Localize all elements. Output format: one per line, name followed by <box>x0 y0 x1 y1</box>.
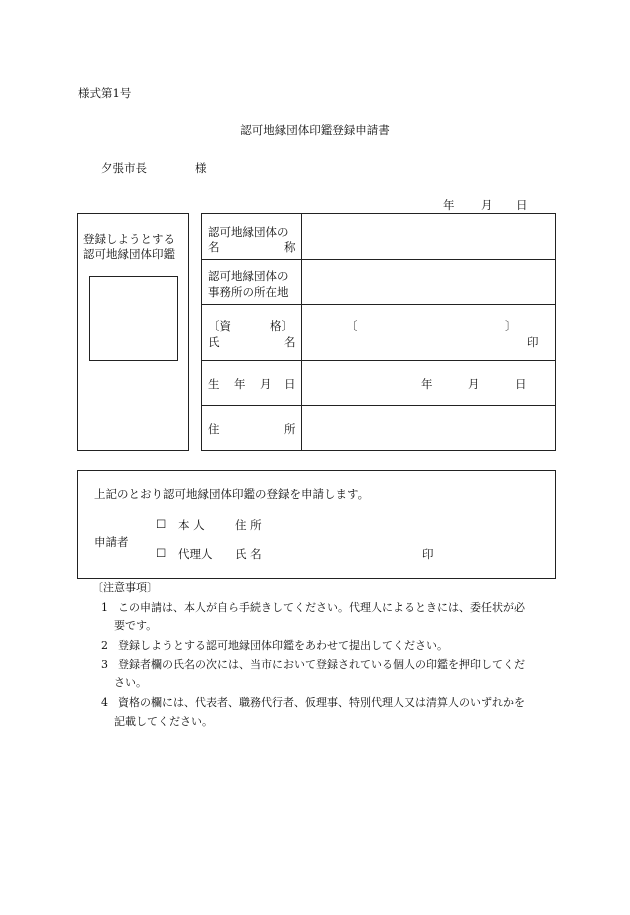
date-month-label: 月 <box>481 198 493 212</box>
birth-label-c3: 月 <box>260 377 272 391</box>
org-name-label-line1: 認可地縁団体の <box>208 225 289 239</box>
applicant-label: 申請者 <box>94 535 129 549</box>
applicant-address-field[interactable] <box>285 515 540 532</box>
note-number: 4 <box>101 696 108 709</box>
person-seal-mark: 印 <box>527 335 539 349</box>
notes-heading: 〔注意事項〕 <box>92 581 158 594</box>
qualification-bracket-close: 〕 <box>505 319 517 333</box>
org-name-label-b: 称 <box>284 240 296 254</box>
address-label-a: 住 <box>208 422 220 436</box>
table-row-divider <box>201 360 556 361</box>
table-row-divider <box>201 405 556 406</box>
birth-label-c2: 年 <box>234 377 246 391</box>
table-column-divider <box>301 213 302 451</box>
date-day-label: 日 <box>516 198 528 212</box>
birth-label-c4: 日 <box>284 377 296 391</box>
address-field[interactable] <box>303 408 553 449</box>
note-number: 3 <box>101 658 108 671</box>
seal-impression-area[interactable] <box>89 276 178 361</box>
table-row-divider <box>201 304 556 305</box>
table-row-divider <box>201 259 556 260</box>
agent-label: 代理人 <box>178 547 213 561</box>
office-label-line2: 事務所の所在地 <box>208 285 289 299</box>
date-year-label: 年 <box>443 198 455 212</box>
page-title: 認可地縁団体印鑑登録申請書 <box>240 123 390 137</box>
self-label: 本 人 <box>178 518 205 532</box>
checkbox-self-icon[interactable]: ☐ <box>156 517 167 531</box>
address-label-b: 所 <box>284 422 296 436</box>
birth-date-field[interactable] <box>303 363 553 403</box>
qualification-field[interactable] <box>360 316 500 332</box>
birth-label-c1: 生 <box>208 377 220 391</box>
addressee-suffix: 様 <box>195 161 207 175</box>
org-name-field[interactable] <box>303 216 553 257</box>
person-name-label-a: 氏 <box>208 335 220 349</box>
person-name-field[interactable] <box>303 334 518 352</box>
org-name-label-a: 名 <box>208 240 220 254</box>
checkbox-agent-icon[interactable]: ☐ <box>156 546 167 560</box>
note-text-continued: 要です。 <box>114 619 158 632</box>
seal-label-line1: 登録しようとする <box>83 232 175 246</box>
qualification-bracket-open: 〔 <box>346 319 358 333</box>
qualification-label-close: 格〕 <box>270 319 293 333</box>
office-address-field[interactable] <box>303 262 553 302</box>
birth-month-label: 月 <box>468 377 480 391</box>
applicant-seal-mark: 印 <box>422 547 434 561</box>
birth-year-label: 年 <box>421 377 433 391</box>
qualification-label-open: 〔資 <box>208 319 231 333</box>
person-name-label-b: 名 <box>284 335 296 349</box>
note-text: 登録者欄の氏名の次には、当市において登録されている個人の印鑑を押印してくだ <box>118 658 525 671</box>
note-text-continued: 記載してください。 <box>114 715 213 728</box>
office-label-line1: 認可地縁団体の <box>208 269 289 283</box>
note-text: 登録しようとする認可地縁団体印鑑をあわせて提出してください。 <box>118 639 448 652</box>
applicant-name-field[interactable] <box>285 544 415 561</box>
addressee-name: 夕張市長 <box>101 161 147 175</box>
birth-day-label: 日 <box>515 377 527 391</box>
note-number: 2 <box>101 639 108 652</box>
note-text: 資格の欄には、代表者、職務代行者、仮理事、特別代理人又は清算人のいずれかを <box>118 696 525 709</box>
note-number: 1 <box>101 601 108 614</box>
declaration-text: 上記のとおり認可地縁団体印鑑の登録を申請します。 <box>94 487 370 501</box>
note-text: この申請は、本人が自ら手続きしてください。代理人によるときには、委任状が必 <box>118 601 525 614</box>
applicant-name-label: 氏 名 <box>235 547 262 561</box>
applicant-address-label: 住 所 <box>235 518 262 532</box>
seal-label-line2: 認可地縁団体印鑑 <box>83 247 175 261</box>
note-text-continued: さい。 <box>114 676 147 689</box>
form-number: 様式第1号 <box>78 86 132 100</box>
